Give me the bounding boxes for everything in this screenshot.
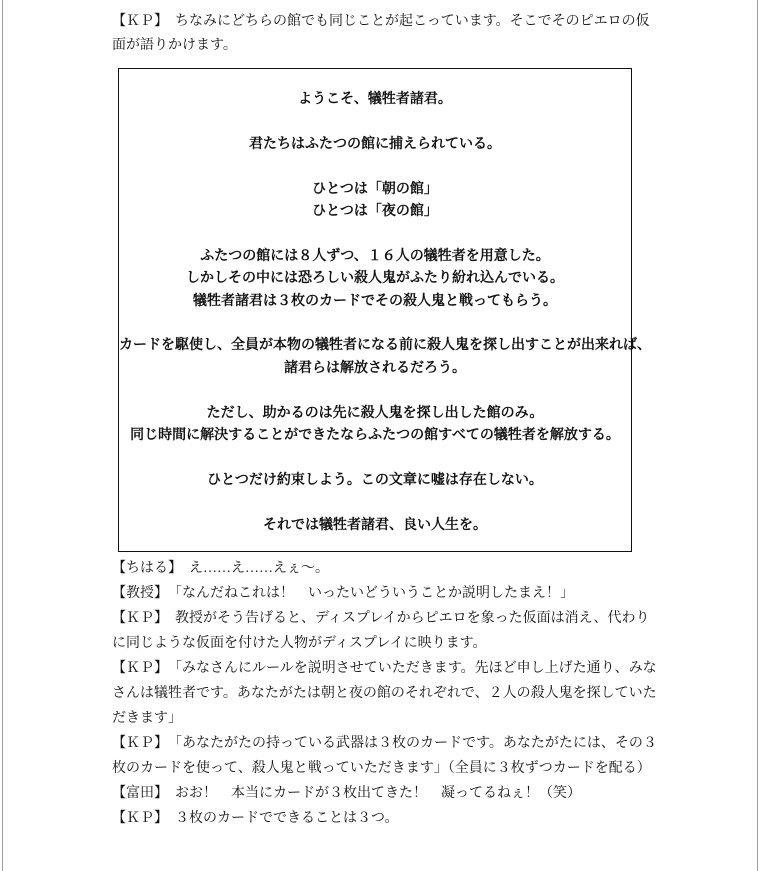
- message-line: カードを駆使し、全員が本物の犠牲者になる前に殺人鬼を探し出すことが出来れば、: [119, 338, 651, 354]
- message-line: ひとつは「朝の館」: [312, 181, 438, 197]
- message-line: ひとつは「夜の館」: [312, 204, 438, 219]
- message-line: [119, 492, 631, 514]
- dialogue-line: 【教授】 「なんだねこれは！ いったいどういうことか説明したまえ！」: [112, 586, 574, 602]
- message-line: ただし、助かるのは先に殺人鬼を探し出した館のみ。: [206, 405, 544, 421]
- message-line: [119, 380, 631, 402]
- dialogue-line: 【ＫＰ】 「あなたがたの持っている武器は３枚のカードです。あなたがたには、その３枚のカードを使って、殺人鬼と戦っていただきます」（全員に３枚ずつカードを配る）: [112, 736, 657, 777]
- intro-paragraph: 【ＫＰ】 ちなみにどちらの館でも同じことが起こっています。そこでそのピエロの仮面が語りかけます。: [112, 14, 650, 53]
- message-line: ようこそ、犠牲者諸君。: [298, 92, 452, 107]
- dialogue-line: 【ＫＰ】 教授がそう告げると、ディスプレイからピエロを象った仮面は消え、代わりに同じような仮面を付けた人物がディスプレイに映ります。: [112, 611, 650, 652]
- dialogue-line: 【富田】 おお！ 本当にカードが３枚出てきた！ 凝ってるねぇ！（笑）: [112, 786, 581, 802]
- dialogue-line: 【ちはる】 え……え……えぇ〜。: [112, 561, 329, 577]
- message-line: それでは犠牲者諸君、良い人生を。: [263, 517, 487, 533]
- message-line: ひとつだけ約束しよう。この文章に嘘は存在しない。: [207, 472, 543, 488]
- message-line: [119, 111, 631, 133]
- message-line: 犠牲者諸君は３枚のカードでその殺人鬼と戦ってもらう。: [193, 293, 557, 309]
- message-line: しかしその中には恐ろしい殺人鬼がふたり紛れ込んでいる。: [186, 271, 564, 287]
- document-page: [112, 10, 657, 831]
- message-line: 同じ時間に解決することができたならふたつの館すべての犠牲者を解放する。: [130, 428, 620, 444]
- dialogue-line: 【ＫＰ】 ３枚のカードでできることは３つ。: [112, 811, 399, 827]
- page-edge-right: [757, 0, 758, 871]
- message-line: [119, 447, 631, 469]
- dialogue-line: 【ＫＰ】 「みなさんにルールを説明させていただきます。先ほど申し上げた通り、みなさんは犠牲者です。あなたがたは朝と夜の館のそれぞれで、２人の殺人鬼を探していただきます」: [112, 661, 657, 727]
- message-line: [119, 223, 631, 245]
- message-line: 君たちはふたつの館に捕えられている。: [249, 136, 501, 152]
- page-edge-left: [2, 0, 3, 871]
- message-line: [119, 156, 631, 178]
- message-line: ふたつの館には８人ずつ、１６人の犠牲者を用意した。: [200, 248, 550, 264]
- dialogue: [112, 556, 657, 831]
- message-line: 諸君らは解放されるだろう。: [284, 360, 466, 376]
- mask-message-box: [118, 68, 651, 552]
- message-line: [119, 313, 631, 335]
